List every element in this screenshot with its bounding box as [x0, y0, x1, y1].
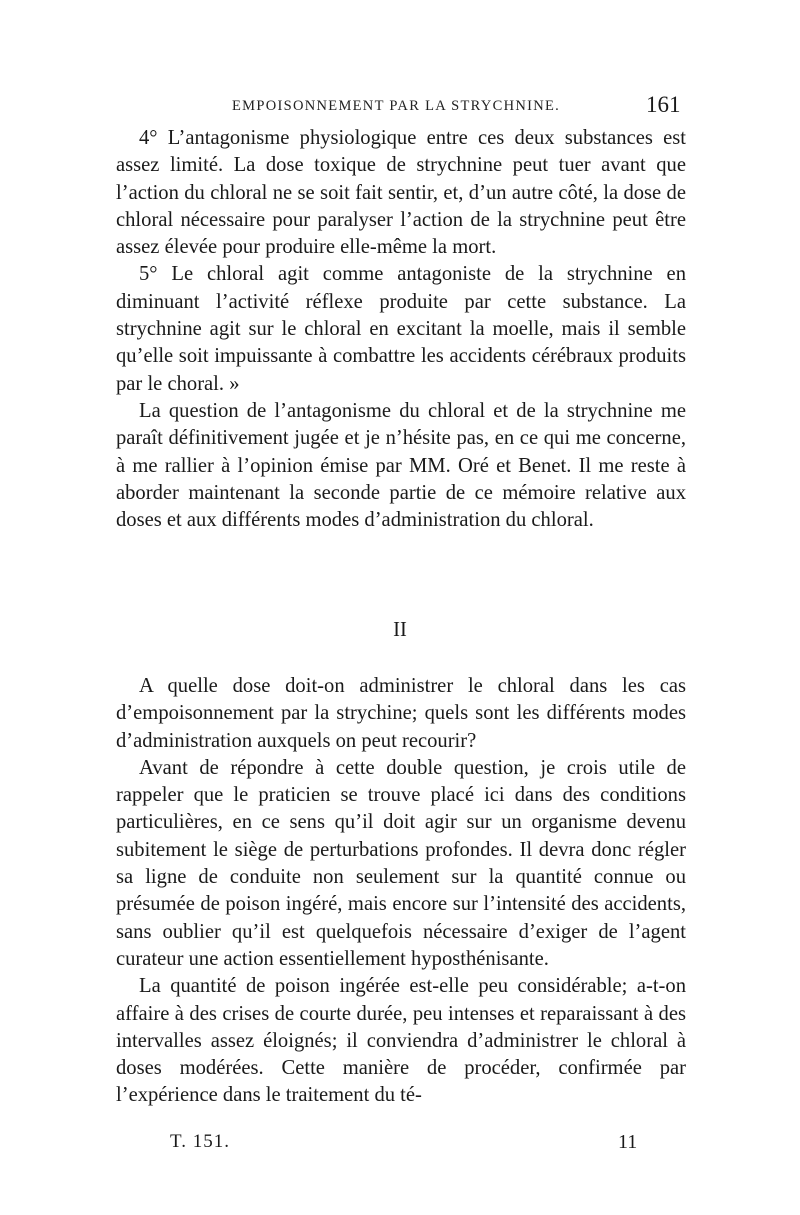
page-number: 161	[646, 92, 681, 117]
paragraph-quantite-poison: La quantité de poison ingérée est-elle peu considérable; a-t-on affaire à des crises de courte durée, peu intenses et reparaissant à des intervalles assez éloignés; il conviendra d’administrer le chloral à doses modérées. Cette manière de procéder, confirmée par l’expérience dans le traitement du té-	[116, 975, 686, 1107]
paragraph-question-dose: A quelle dose doit-on administrer le chloral dans les cas d’empoisonnement par la strychine; quels sont les différents modes d’administration auxquels on peut recourir?	[116, 675, 686, 752]
paragraph-question-antagonisme: La question de l’antagonisme du chloral et de la strychnine me paraît définitivement jugée et je n’hésite pas, en ce qui me concerne, à me rallier à l’opinion émise par MM. Oré et Benet. Il me reste à aborder maintenant la seconde partie de ce mémoire relative aux doses et aux différents modes d’administration du chloral.	[116, 399, 686, 532]
paragraph-4-antagonisme-limite: 4° L’antagonisme physiologique entre ces deux substances est assez limité. La dose toxique de strychnine peut tuer avant que l’action du chloral ne se soit fait sentir, et, d’un autre côté, la dose de chloral nécessaire pour paralyser l’action de la strychnine peut être assez élevée pour produire elle-même la mort.	[116, 127, 686, 259]
paragraph-conditions-praticien: Avant de répondre à cette double question, je crois utile de rappeler que le praticien se trouve placé ici dans des conditions particulières, en ce sens qu’il doit agir sur un organisme devenu subitement le siège de perturbations profondes. Il devra donc régler sa ligne de conduite non seulement sur la quantité connue ou présumée de poison ingéré, mais encore sur l’intensité des accidents, sans oublier qu’il est quelquefois nécessaire d’exiger de l’agent curateur une action essentiellement hyposthénisante.	[116, 756, 686, 970]
body-text-before-section	[116, 125, 686, 534]
paragraph-5-chloral-antagoniste: 5° Le chloral agit comme antagoniste de la strychnine en diminuant l’activité réflexe produite par cette substance. La strychnine agit sur le chloral en excitant la moelle, mais il semble qu’elle soit impuissante à combattre les accidents cérébraux produits par le choral. »	[116, 263, 686, 395]
sheet-number: 11	[618, 1131, 638, 1153]
body-text-after-section	[116, 673, 686, 1110]
running-title: EMPOISONNEMENT PAR LA STRYCHNINE.	[232, 98, 561, 114]
volume-signature: T. 151.	[170, 1131, 230, 1152]
section-heading: II	[393, 619, 407, 641]
